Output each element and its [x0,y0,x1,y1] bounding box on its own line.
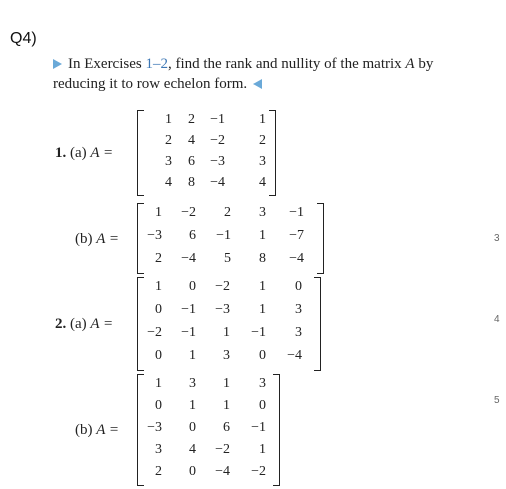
problem-part: (a) [70,316,87,332]
matrix-cell: 1 [259,279,266,294]
matrix-cell: −7 [289,228,304,243]
matrix-right-bracket [269,110,276,196]
matrix-cell: 1 [223,376,230,391]
instruction-line-2 [53,76,262,93]
matrix-lhs: A = [90,316,114,332]
instruction-text-a: In Exercises [68,56,146,72]
instruction-var: A [405,56,415,72]
matrix-cell: 8 [188,175,195,190]
matrix-cell: −1 [181,302,196,317]
matrix-cell: 3 [223,348,230,363]
matrix-right-bracket [317,203,324,274]
matrix-cell: 0 [259,348,266,363]
matrix-cell: −2 [251,464,266,479]
matrix-cell: −2 [215,442,230,457]
edge-mark: 3 [494,233,500,244]
play-arrow-icon [53,59,62,69]
matrix-cell: 3 [165,154,172,169]
matrix-cell: −4 [215,464,230,479]
matrix-cell: −4 [287,348,302,363]
matrix-cell: −1 [181,325,196,340]
matrix-cell: −2 [215,279,230,294]
matrix-cell: 4 [189,442,196,457]
instruction-text-b: , find the rank and nullity of the matrix [167,56,406,72]
matrix-cell: 3 [295,302,302,317]
matrix-cell: 3 [259,376,266,391]
matrix-cell: 6 [188,154,195,169]
instruction-line-1 [53,56,433,73]
matrix-cell: 5 [224,251,231,266]
matrix-cell: −1 [251,420,266,435]
matrix-cell: 3 [259,205,266,220]
matrix-right-bracket [314,277,321,371]
problem-label [55,316,113,333]
instruction-text-d: reducing it to row echelon form. [53,76,248,92]
problem-label [55,145,113,162]
matrix-cell: 0 [189,420,196,435]
matrix-cell: 3 [295,325,302,340]
matrix-cell: 1 [223,325,230,340]
problem-part: (b) [75,230,93,247]
matrix-cell: −1 [251,325,266,340]
matrix-cell: −3 [215,302,230,317]
matrix-cell: 1 [259,442,266,457]
matrix-cell: −3 [147,228,162,243]
problem-label [75,231,119,248]
matrix-cell: −3 [210,154,225,169]
matrix-cell: 3 [259,154,266,169]
matrix-left-bracket [137,110,144,196]
matrix-cell: −3 [147,420,162,435]
matrix-cell: −1 [216,228,231,243]
matrix-cell: 1 [189,348,196,363]
matrix-cell: 8 [259,251,266,266]
matrix-cell: 1 [223,398,230,413]
matrix-cell: 1 [165,112,172,127]
matrix-cell: −4 [210,175,225,190]
edge-mark: 4 [494,314,500,325]
matrix-cell: 1 [259,302,266,317]
matrix-cell: 6 [189,228,196,243]
problem-number: 2. [55,316,67,332]
matrix-cell: 0 [295,279,302,294]
matrix-cell: 1 [259,112,266,127]
matrix-cell: 0 [259,398,266,413]
matrix-cell: −2 [181,205,196,220]
back-arrow-icon [253,79,262,89]
matrix-cell: 2 [165,133,172,148]
matrix-cell: 0 [155,302,162,317]
matrix-right-bracket [273,374,280,486]
matrix-cell: 2 [155,251,162,266]
instruction-text-c: by [414,56,434,72]
matrix-cell: 3 [189,376,196,391]
matrix-cell: 1 [259,228,266,243]
matrix-cell: −4 [289,251,304,266]
matrix-cell: −1 [289,205,304,220]
matrix-cell: 1 [155,205,162,220]
matrix-cell: 1 [189,398,196,413]
matrix-cell: −2 [210,133,225,148]
matrix-cell: 2 [188,112,195,127]
problem-part: (a) [70,145,87,161]
matrix-lhs: A = [96,422,120,438]
matrix-cell: 0 [155,348,162,363]
matrix-cell: 4 [259,175,266,190]
matrix-cell: 2 [259,133,266,148]
problem-label [75,422,119,439]
exercise-range-link[interactable]: 1–2 [145,56,168,72]
matrix-cell: −4 [181,251,196,266]
matrix-cell: 3 [155,442,162,457]
matrix-cell: −1 [210,112,225,127]
matrix-lhs: A = [96,230,120,247]
problem-number: 1. [55,145,67,161]
matrix-cell: 0 [155,398,162,413]
matrix-cell: 6 [223,420,230,435]
matrix-cell: 0 [189,279,196,294]
matrix-lhs: A = [90,145,114,161]
matrix-cell: 1 [155,376,162,391]
matrix-cell: −2 [147,325,162,340]
matrix-cell: 1 [155,279,162,294]
matrix-cell: 4 [188,133,195,148]
matrix-cell: 2 [155,464,162,479]
matrix-cell: 0 [189,464,196,479]
edge-mark: 5 [494,395,500,406]
question-label: Q4) [10,30,37,47]
matrix-cell: 2 [224,205,231,220]
problem-part: (b) [75,422,93,438]
matrix-cell: 4 [165,175,172,190]
